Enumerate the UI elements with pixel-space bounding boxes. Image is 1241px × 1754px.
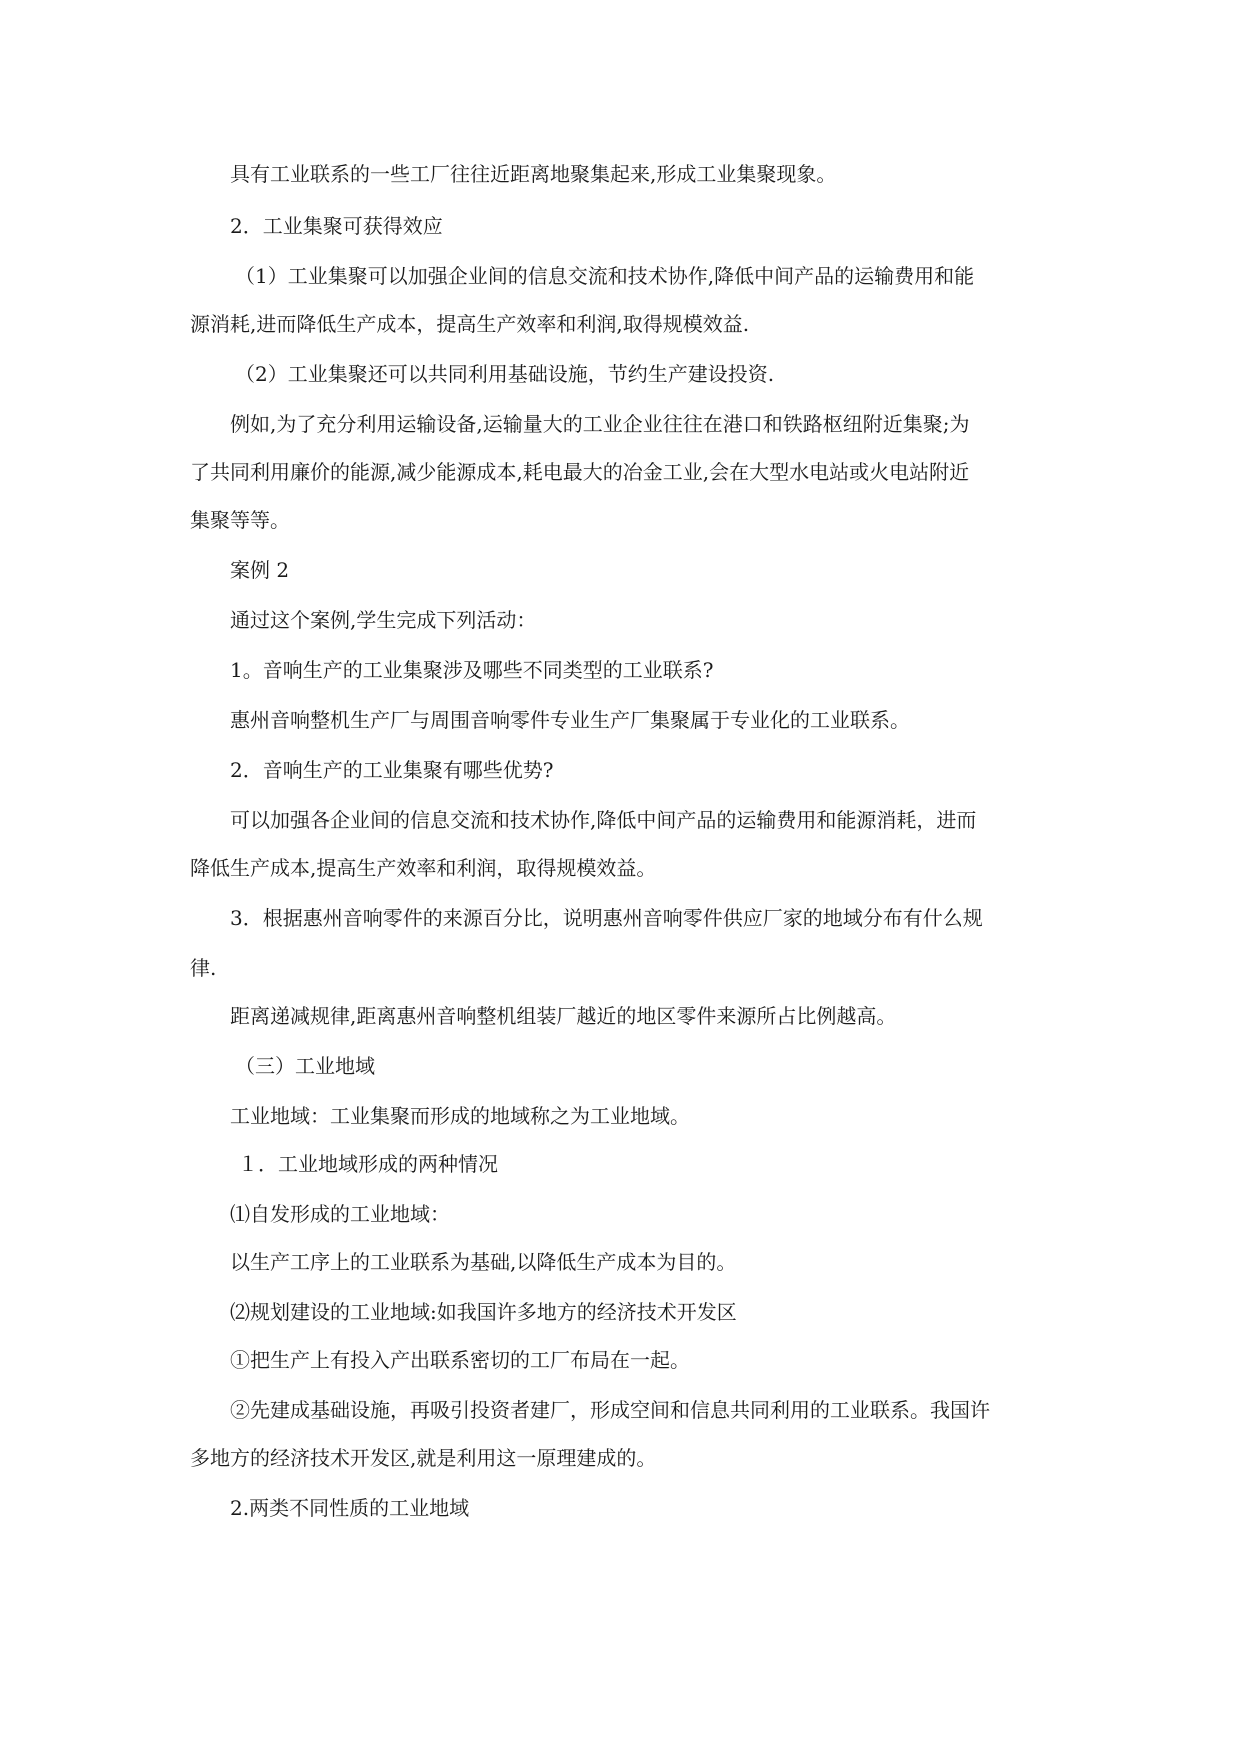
text-line: 了共同利用廉价的能源,减少能源成本,耗电最大的冶金工业,会在大型水电站或火电站附近 bbox=[190, 460, 970, 484]
section-heading: 2．工业集聚可获得效应 bbox=[230, 214, 443, 238]
text-line: 例如,为了充分利用运输设备,运输量大的工业企业往往在港口和铁路枢纽附近集聚;为 bbox=[230, 412, 970, 436]
answer-line: 惠州音响整机生产厂与周围音响零件专业生产厂集聚属于专业化的工业联系。 bbox=[230, 708, 910, 732]
answer-line: 距离递减规律,距离惠州音响整机组装厂越近的地区零件来源所占比例越高。 bbox=[230, 1004, 897, 1028]
text-line: 源消耗,进而降低生产成本，提高生产效率和利润,取得规模效益. bbox=[190, 312, 750, 336]
section-heading: １．工业地域形成的两种情况 bbox=[238, 1152, 498, 1176]
text-line: （2）工业集聚还可以共同利用基础设施，节约生产建设投资. bbox=[235, 362, 775, 386]
text-line: ⑴自发形成的工业地域： bbox=[230, 1202, 450, 1226]
text-line: 通过这个案例,学生完成下列活动： bbox=[230, 608, 537, 632]
section-heading: 2.两类不同性质的工业地域 bbox=[230, 1496, 470, 1520]
question-line: 律. bbox=[190, 956, 217, 980]
text-line: ⑵规划建设的工业地域:如我国许多地方的经济技术开发区 bbox=[230, 1300, 737, 1324]
answer-line: 可以加强各企业间的信息交流和技术协作,降低中间产品的运输费用和能源消耗，进而 bbox=[230, 808, 977, 832]
question-line: 1。音响生产的工业集聚涉及哪些不同类型的工业联系? bbox=[230, 658, 714, 682]
text-line: 多地方的经济技术开发区,就是利用这一原理建成的。 bbox=[190, 1446, 657, 1470]
question-line: 3．根据惠州音响零件的来源百分比，说明惠州音响零件供应厂家的地域分布有什么规 bbox=[230, 906, 983, 930]
section-heading: 案例 2 bbox=[230, 558, 290, 582]
answer-line: 降低生产成本,提高生产效率和利润，取得规模效益。 bbox=[190, 856, 657, 880]
text-line: 工业地域：工业集聚而形成的地域称之为工业地域。 bbox=[230, 1104, 690, 1128]
section-heading: （三）工业地域 bbox=[235, 1054, 375, 1078]
text-line: 具有工业联系的一些工厂往往近距离地聚集起来,形成工业集聚现象。 bbox=[230, 162, 837, 186]
text-line: ①把生产上有投入产出联系密切的工厂布局在一起。 bbox=[230, 1348, 690, 1372]
text-line: 集聚等等。 bbox=[190, 508, 290, 532]
question-line: 2．音响生产的工业集聚有哪些优势? bbox=[230, 758, 554, 782]
text-line: 以生产工序上的工业联系为基础,以降低生产成本为目的。 bbox=[230, 1250, 737, 1274]
text-line: ②先建成基础设施，再吸引投资者建厂，形成空间和信息共同利用的工业联系。我国许 bbox=[230, 1398, 990, 1422]
text-line: （1）工业集聚可以加强企业间的信息交流和技术协作,降低中间产品的运输费用和能 bbox=[235, 264, 975, 288]
